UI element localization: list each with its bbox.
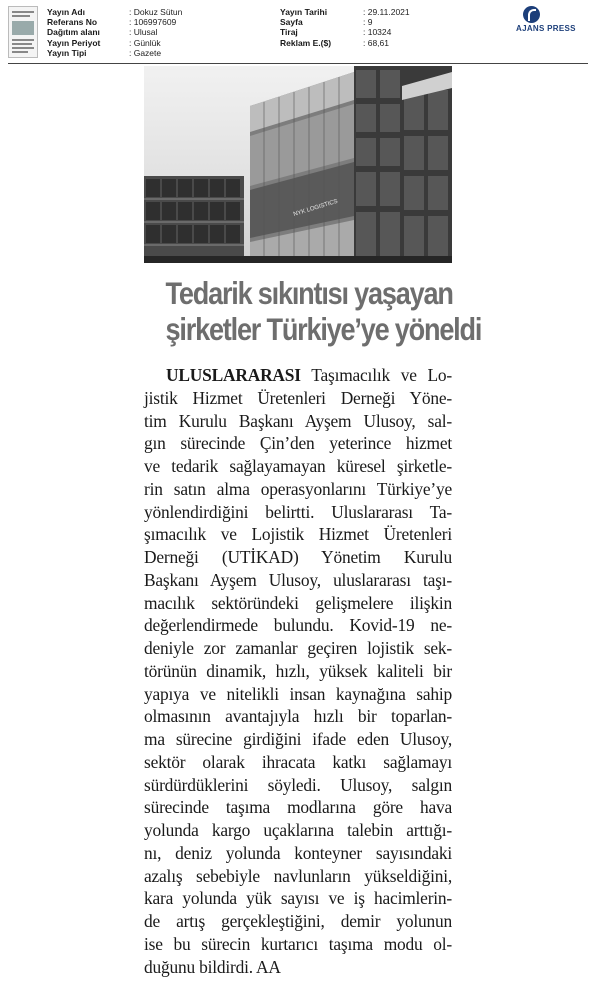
article-line: macılık sektöründeki gelişmelere ilişkin — [144, 592, 452, 613]
meta-row — [280, 17, 410, 27]
logo-text: AJANS PRESS — [516, 24, 576, 33]
header-divider — [8, 63, 588, 64]
meta-value: : Dokuz Sütun — [129, 7, 183, 17]
meta-key: Sayfa — [280, 17, 303, 28]
article-line: sürdürdüklerini söyledi. Ulusoy, salgın — [144, 774, 452, 795]
article-line: ma sürecine girdiğini ifade eden Ulusoy, — [144, 729, 452, 749]
meta-key: Yayın Periyot — [47, 37, 101, 48]
article-line: ise bu sürecin kurtarıcı taşıma modu ol- — [144, 933, 452, 954]
meta-value: : 29.11.2021 — [363, 7, 410, 17]
article-line: ve tedarik sağlayamayan küresel şirketle- — [144, 456, 452, 476]
article-lead: ULUSLARARASI — [166, 365, 301, 385]
ajans-press-logo-icon — [523, 6, 540, 23]
article-line: Derneği (UTİKAD) Yönetim Kurulu — [144, 547, 452, 567]
headline-line: Tedarik sıkıntısı yaşayan — [165, 275, 453, 311]
publication-meta-left — [47, 7, 182, 58]
article-line: jistik Hizmet Üretenleri Derneği Yöne- — [144, 387, 452, 408]
headline-line: şirketler Türkiye’ye yöneldi — [165, 311, 482, 347]
article-line — [144, 364, 452, 387]
meta-value: : 9 — [363, 17, 373, 28]
meta-row — [47, 27, 182, 37]
article-line: gın sürecinde Çin’den yeterince hizmet — [144, 433, 452, 454]
meta-row — [280, 27, 410, 37]
meta-value: : 10324 — [363, 27, 392, 38]
article-line: olmasının avantajıyla hızlı bir toparlan- — [144, 706, 452, 727]
meta-value: : Ulusal — [129, 27, 158, 38]
article-line: nı, deniz yolunda konteyner sayısındaki — [144, 842, 452, 863]
article-line: sürecinde taşıma modlarına göre hava — [144, 797, 452, 818]
article-line: yolunda kargo uçaklarına talebin arttığı- — [144, 820, 452, 840]
meta-key: Tiraj — [280, 27, 298, 38]
shipping-containers-photo — [144, 66, 452, 263]
article-line: değerlendirmede bulundu. Kovid-19 ne- — [144, 615, 452, 636]
article-line: azalış sebebiyle navlunların yükseldiğini, — [144, 865, 452, 886]
ajans-press-logo — [514, 6, 589, 38]
meta-value: : Gazete — [129, 47, 162, 58]
container-label: NYK LOGISTICS — [292, 198, 339, 218]
article-line-text: Taşımacılık ve Lo- — [300, 365, 452, 385]
meta-row — [47, 48, 182, 58]
meta-row — [47, 38, 182, 48]
meta-key: Yayın Tipi — [47, 47, 87, 58]
meta-key: Reklam E.($) — [280, 37, 332, 48]
article-line: de artış gerçekleştiğini, demir yolunun — [144, 911, 452, 931]
article-line: duğunu bildirdi. AA — [144, 956, 281, 977]
publication-meta-right — [280, 7, 410, 48]
article-line: yapıya ve nitelikli insan kaynağına sahip — [144, 683, 452, 704]
article-line: kara yolunda yük sayısı ve iş hacimlerin- — [144, 888, 452, 909]
article-line: şımacılık ve Lojistik Hizmet Üretenleri — [144, 524, 452, 545]
meta-row — [47, 7, 182, 17]
meta-key: Yayın Tarihi — [280, 7, 328, 17]
article-line: törünün dinamik, hızlı, yüksek kaliteli bir — [144, 660, 452, 681]
article-line: sektör olarak ihracata katkı sağlamayı — [144, 751, 452, 772]
meta-value: : Günlük — [129, 37, 161, 48]
meta-key: Yayın Adı — [47, 7, 85, 17]
meta-key: Referans No — [47, 17, 98, 28]
article-line: tim Kurulu Başkanı Ayşem Ulusoy, sal- — [144, 410, 452, 431]
meta-row — [280, 38, 410, 48]
meta-value: : 106997609 — [129, 17, 177, 28]
article-line: Başkanı Ayşem Ulusoy, uluslararası taşı- — [144, 569, 452, 590]
article-body — [144, 364, 452, 978]
article-line: deniyle zor zamanlar geçiren lojistik sek- — [144, 638, 452, 658]
meta-row — [280, 7, 410, 17]
article-line: rin satın alma operasyonlarını Türkiye’ye — [144, 478, 452, 499]
meta-key: Dağıtım alanı — [47, 27, 100, 38]
meta-value: : 68,61 — [363, 37, 389, 48]
article-line: yönlendirdiğini belirtti. Uluslararası Ta- — [144, 501, 452, 522]
containers-illustration — [144, 66, 452, 263]
meta-row — [47, 17, 182, 27]
newspaper-thumbnail — [8, 6, 38, 58]
article-headline — [165, 275, 482, 347]
clipping-header — [0, 0, 594, 66]
